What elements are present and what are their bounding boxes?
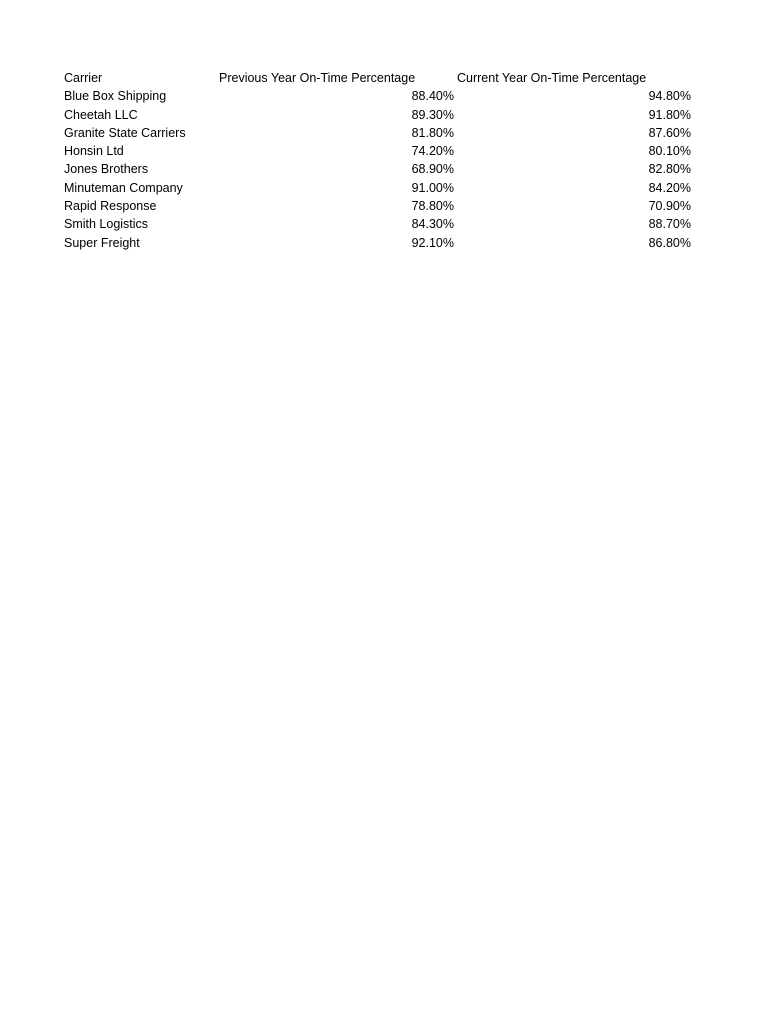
previous-year-cell: 68.90% — [411, 162, 454, 177]
table-row — [64, 234, 691, 252]
carrier-cell: Honsin Ltd — [64, 144, 124, 159]
table-row — [64, 179, 691, 197]
header-current-year: Current Year On-Time Percentage — [457, 71, 647, 85]
spreadsheet-page — [64, 69, 704, 252]
table-row — [64, 106, 691, 124]
table-row — [64, 215, 691, 233]
carrier-cell: Granite State Carriers — [64, 125, 186, 140]
previous-year-cell: 91.00% — [411, 180, 454, 195]
current-year-cell: 82.80% — [648, 162, 691, 177]
carrier-cell: Blue Box Shipping — [64, 89, 167, 104]
previous-year-cell: 84.30% — [411, 217, 454, 232]
table-row — [64, 87, 691, 105]
table-row — [64, 197, 691, 215]
carrier-cell: Smith Logistics — [64, 217, 149, 232]
carrier-on-time-table — [64, 69, 691, 252]
previous-year-cell: 92.10% — [411, 235, 454, 250]
previous-year-cell: 88.40% — [411, 89, 454, 104]
carrier-cell: Minuteman Company — [64, 180, 183, 195]
header-row — [64, 69, 691, 87]
current-year-cell: 94.80% — [648, 89, 691, 104]
table-row — [64, 124, 691, 142]
carrier-cell: Jones Brothers — [64, 162, 149, 177]
current-year-cell: 70.90% — [648, 199, 691, 214]
carrier-cell: Rapid Response — [64, 199, 157, 214]
previous-year-cell: 81.80% — [411, 125, 454, 140]
current-year-cell: 88.70% — [648, 217, 691, 232]
current-year-cell: 84.20% — [648, 180, 691, 195]
header-carrier: Carrier — [64, 71, 103, 85]
carrier-cell: Super Freight — [64, 235, 140, 250]
current-year-cell: 80.10% — [648, 144, 691, 159]
current-year-cell: 87.60% — [648, 125, 691, 140]
current-year-cell: 91.80% — [648, 107, 691, 122]
previous-year-cell: 78.80% — [411, 199, 454, 214]
carrier-cell: Cheetah LLC — [64, 107, 138, 122]
table-row — [64, 160, 691, 178]
table-row — [64, 142, 691, 160]
header-previous-year: Previous Year On-Time Percentage — [219, 71, 416, 85]
previous-year-cell: 89.30% — [411, 107, 454, 122]
previous-year-cell: 74.20% — [411, 144, 454, 159]
current-year-cell: 86.80% — [648, 235, 691, 250]
